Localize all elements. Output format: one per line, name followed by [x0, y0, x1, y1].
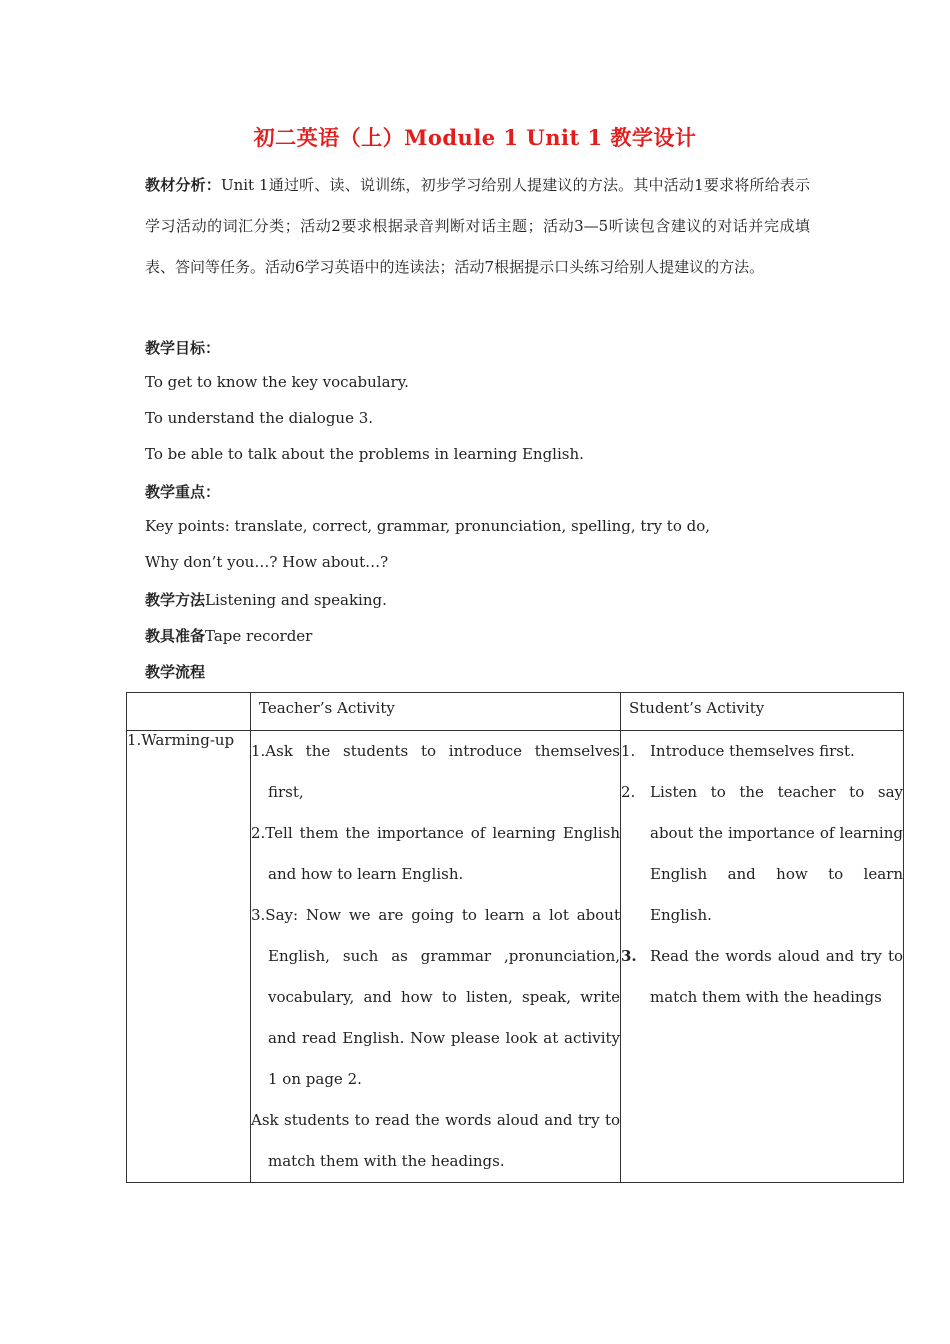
method-text: Listening and speaking.: [205, 591, 387, 609]
student-step-text: Introduce themselves first.: [650, 742, 855, 760]
student-step: [621, 731, 903, 772]
student-step-number: 2.: [621, 783, 636, 801]
header-cell-stage: [127, 693, 251, 731]
student-step-text: Listen to the teacher to say about the importance of learning English and how to learn English.: [650, 783, 903, 924]
teacher-step: 2.Tell them the importance of learning English and how to learn English.: [251, 824, 620, 883]
teaching-flow-table: [126, 692, 904, 1183]
table-row: [127, 731, 904, 1183]
key-points-line: Why don’t you…? How about…?: [145, 553, 389, 571]
flow-label: 教学流程: [145, 663, 206, 681]
table-header-row: [127, 693, 904, 731]
teacher-activity-cell: [251, 731, 621, 1183]
objectives-label: 教学目标：: [145, 339, 221, 357]
student-step-number: 1.: [621, 742, 636, 760]
stage-cell: 1.Warming-up: [127, 731, 251, 1183]
tools-text: Tape recorder: [205, 627, 313, 645]
objective-item: To understand the dialogue 3.: [145, 409, 374, 427]
header-cell-student: Student’s Activity: [621, 693, 904, 731]
objective-item: To get to know the key vocabulary.: [145, 373, 409, 391]
header-cell-teacher: Teacher’s Activity: [251, 693, 621, 731]
key-points-line: Key points: translate, correct, grammar, pronunciation, spelling, try to do,: [145, 517, 711, 535]
method-label: 教学方法: [145, 591, 206, 609]
tools-line: [145, 625, 312, 646]
objective-item: To be able to talk about the problems in learning English.: [145, 445, 584, 463]
analysis-text: Unit 1通过听、读、说训练，初步学习给别人提建议的方法。其中活动1要求将所给表示学习活动的词汇分类；活动2要求根据录音判断对话主题；活动3—5听读包含建议的对话并完成填表、答问等任务。活动6学习英语中的连读法；活动7根据提示口头练习给别人提建议的方法。: [145, 176, 810, 276]
analysis-paragraph: [145, 165, 810, 288]
analysis-label: 教材分析：: [145, 176, 221, 194]
page-title: 初二英语（上）Module 1 Unit 1 教学设计: [253, 125, 697, 150]
student-step: [621, 936, 903, 1018]
student-step-text: Read the words aloud and try to match them with the headings: [650, 947, 903, 1006]
teacher-step: 3.Say: Now we are going to learn a lot about English, such as grammar ,pronunciation, vocabulary, and how to listen, speak, write and read English. Now please look at activity 1 on page 2.: [251, 906, 620, 1088]
teacher-step: Ask students to read the words aloud and try to match them with the headings.: [251, 1111, 620, 1170]
key-points-label: 教学重点：: [145, 483, 221, 501]
tools-label: 教具准备: [145, 627, 206, 645]
method-line: [145, 589, 387, 610]
student-activity-cell: [621, 731, 904, 1183]
student-step-number: 3.: [621, 947, 637, 965]
student-step: [621, 772, 903, 936]
teacher-step: 1.Ask the students to introduce themselves first,: [251, 742, 620, 801]
